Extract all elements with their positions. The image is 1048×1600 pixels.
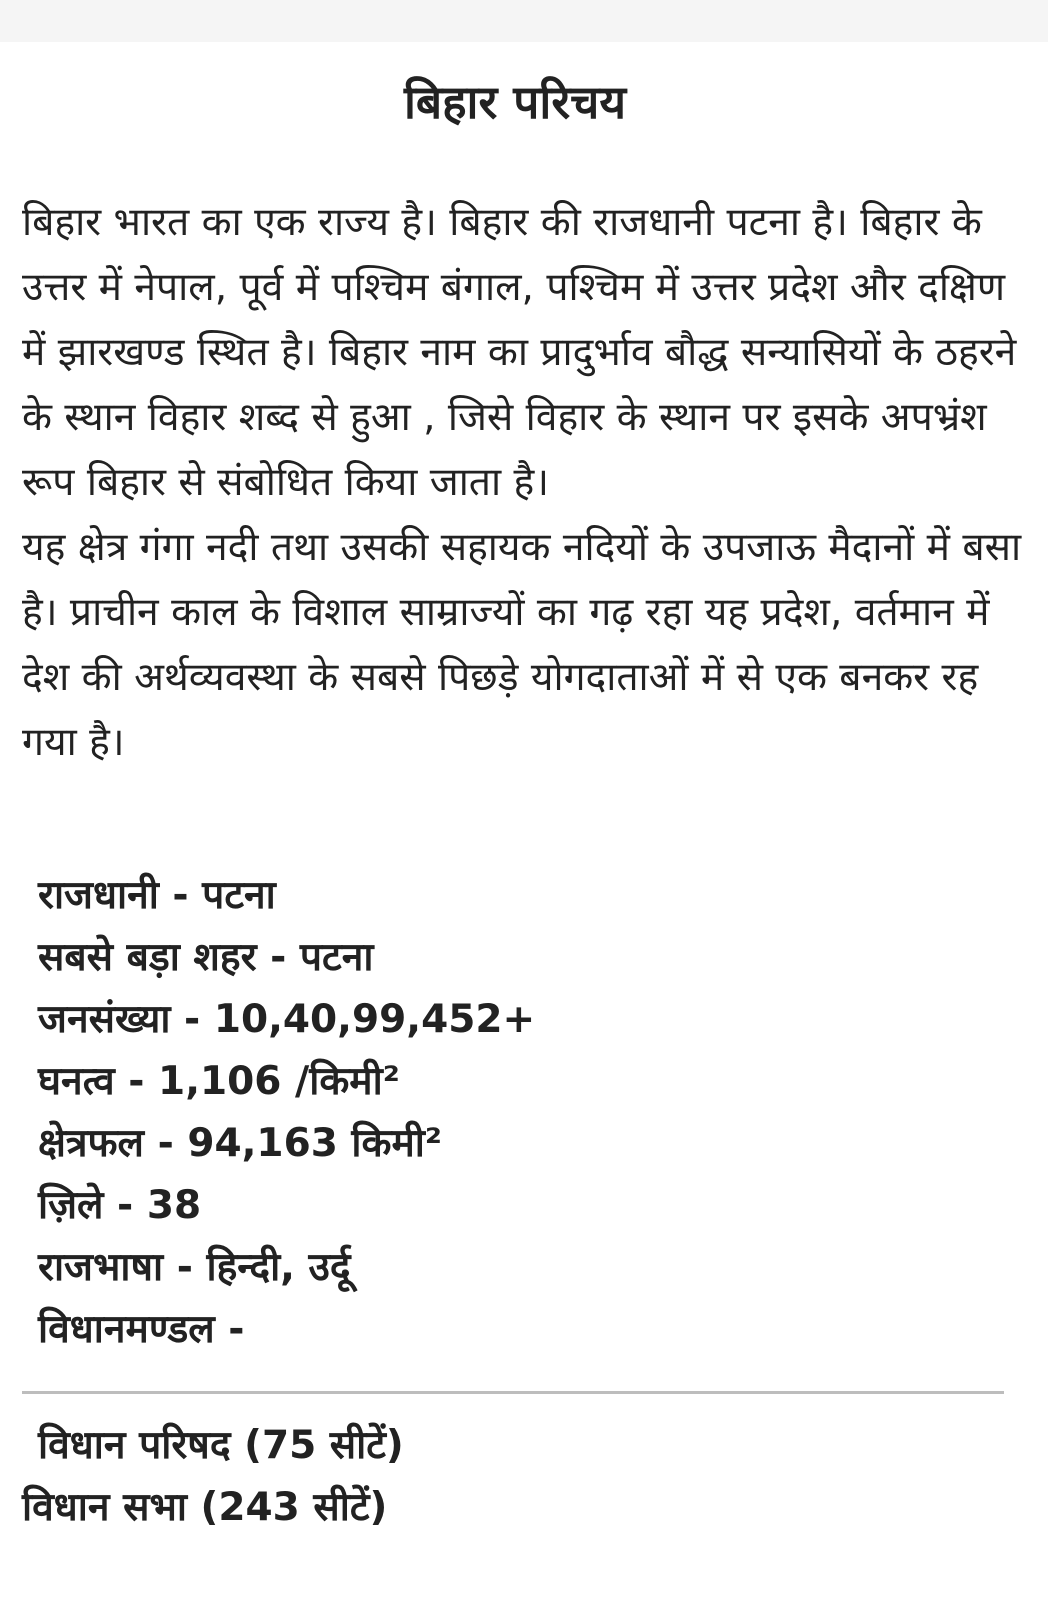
legislature-assembly: विधान सभा (243 सीटें) xyxy=(22,1485,388,1530)
legislature-council: विधान परिषद (75 सीटें) xyxy=(38,1423,404,1468)
fact-population: जनसंख्या - 10,40,99,452+ xyxy=(38,997,536,1042)
article-content xyxy=(0,42,1048,1600)
fact-density: घनत्व - 1,106 /किमी² xyxy=(38,1059,400,1104)
top-status-strip xyxy=(0,0,1048,42)
fact-districts: ज़िले - 38 xyxy=(38,1183,202,1228)
fact-official-language: राजभाषा - हिन्दी, उर्दू xyxy=(38,1245,351,1290)
intro-text xyxy=(22,190,1022,775)
section-divider xyxy=(22,1391,1004,1394)
facts-list xyxy=(38,865,1018,1361)
page-title: बिहार परिचय xyxy=(403,75,627,129)
legislature-list xyxy=(22,1415,1002,1539)
fact-capital: राजधानी - पटना xyxy=(38,873,276,918)
fact-area: क्षेत्रफल - 94,163 किमी² xyxy=(38,1121,442,1166)
fact-legislature: विधानमण्डल - xyxy=(38,1307,245,1352)
fact-largest-city: सबसे बड़ा शहर - पटना xyxy=(38,935,374,980)
intro-paragraph-2: यह क्षेत्र गंगा नदी तथा उसकी सहायक नदियों के उपजाऊ मैदानों में बसा है। प्राचीन काल के विशाल साम्राज्यों का गढ़ रहा यह प्रदेश, वर्तमान में देश की अर्थव्यवस्था के सबसे पिछड़े योगदाताओं में से एक बनकर रह गया है। xyxy=(22,525,1022,765)
intro-paragraph-1: बिहार भारत का एक राज्य है। बिहार की राजधानी पटना है। बिहार के उत्तर में नेपाल, पूर्व में पश्चिम बंगाल, पश्चिम में उत्तर प्रदेश और दक्षिण में झारखण्ड स्थित है। बिहार नाम का प्रादुर्भाव बौद्ध सन्यासियों के ठहरने के स्थान विहार शब्द से हुआ , जिसे विहार के स्थान पर इसके अपभ्रंश रूप बिहार से संबोधित किया जाता है। xyxy=(22,200,1017,505)
